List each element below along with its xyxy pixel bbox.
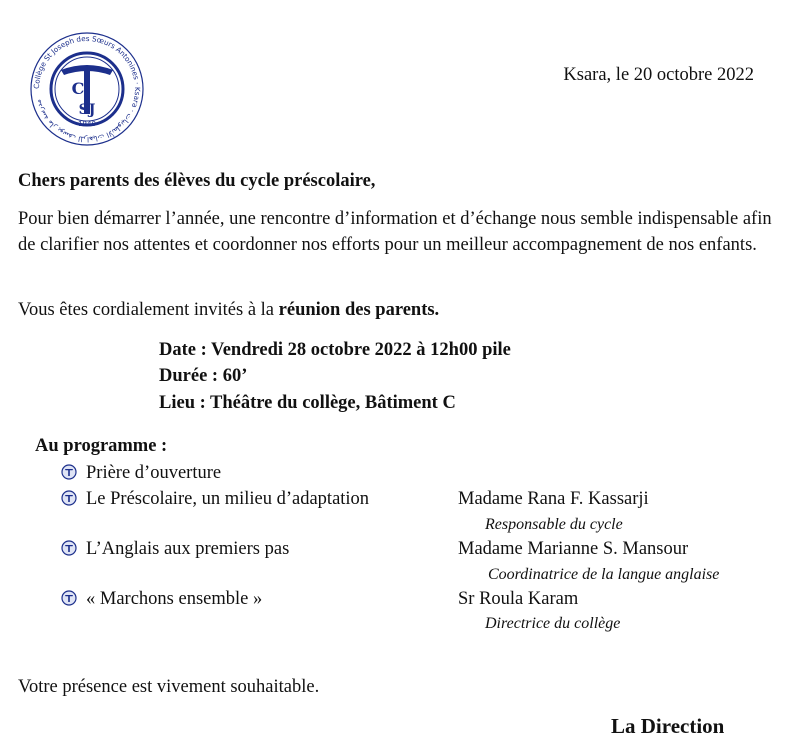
- program-speaker: Madame Marianne S. Mansour: [458, 539, 689, 559]
- invitation-line: [18, 301, 439, 320]
- intro-paragraph: Pour bien démarrer l’année, une rencontre d’information et d’échange nous semble indispensable afin de clarifier nos attentes et coordonner nos efforts pour un meilleur accompagnement de nos enfants.: [18, 209, 772, 255]
- school-logo-bullet-icon: [61, 464, 77, 480]
- program-title: Au programme :: [35, 436, 168, 456]
- invitation-text: Vous êtes cordialement invités à la: [18, 300, 279, 320]
- program-speaker-role: Directrice du collège: [485, 615, 621, 632]
- meeting-date: Date : Vendredi 28 octobre 2022 à 12h00 pile: [159, 340, 511, 360]
- logo-initials: SJ: [78, 102, 96, 118]
- school-logo: [28, 30, 146, 148]
- program-item: Prière d’ouverture: [86, 463, 222, 483]
- program-speaker: Sr Roula Karam: [458, 589, 579, 609]
- program-item: L’Anglais aux premiers pas: [86, 539, 290, 559]
- meeting-duration: Durée : 60’: [159, 366, 248, 386]
- program-speaker-role: Responsable du cycle: [485, 516, 623, 533]
- program-item: « Marchons ensemble »: [86, 589, 263, 609]
- program-speaker-role: Coordinatrice de la langue anglaise: [488, 566, 720, 583]
- signature: La Direction: [611, 714, 725, 738]
- meeting-location: Lieu : Théâtre du collège, Bâtiment C: [159, 393, 456, 413]
- logo-ring-text: Collège St Joseph des Sœurs Antonines · Ksara · مدرسة مار يوسف للراهبات الأنطونيات: [31, 33, 143, 145]
- invitation-emphasis: réunion des parents.: [278, 300, 440, 320]
- logo-year: 1940: [78, 120, 96, 128]
- place-date: Ksara, le 20 octobre 2022: [563, 65, 754, 85]
- svg-text:C: C: [71, 79, 85, 98]
- closing-line: Votre présence est vivement souhaitable.: [18, 677, 320, 697]
- school-logo-bullet-icon: [61, 590, 77, 606]
- school-logo-bullet-icon: [61, 540, 77, 556]
- salutation: Chers parents des élèves du cycle préscolaire,: [18, 171, 376, 191]
- program-item: Le Préscolaire, un milieu d’adaptation: [86, 489, 370, 509]
- school-logo-bullet-icon: [61, 490, 77, 506]
- program-speaker: Madame Rana F. Kassarji: [458, 489, 649, 509]
